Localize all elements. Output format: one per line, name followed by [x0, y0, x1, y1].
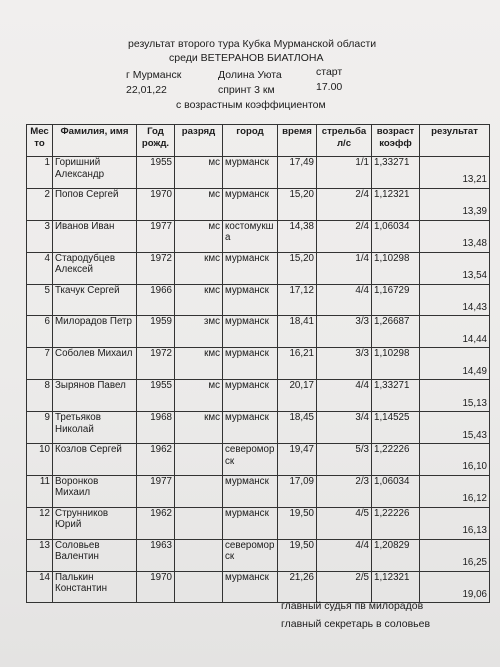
place-cell: 6	[27, 316, 53, 348]
result-cell: 15,43	[420, 412, 490, 444]
birth-year-cell: 1955	[137, 157, 175, 189]
table-row	[27, 348, 490, 380]
city-cell: мурманск	[223, 316, 278, 348]
city-cell: североморск	[223, 444, 278, 476]
result-cell: 13,48	[420, 220, 490, 252]
name-cell: Ткачук Сергей	[53, 284, 137, 316]
event-venue: Долина Уюта	[218, 69, 282, 81]
shooting-cell: 4/4	[317, 539, 372, 571]
col-header-name: Фамилия, имя	[53, 125, 137, 157]
age-coefficient-cell: 1,16729	[372, 284, 420, 316]
birth-year-cell: 1970	[137, 571, 175, 603]
result-cell: 14,44	[420, 316, 490, 348]
start-time: 17.00	[316, 81, 343, 93]
col-header-age-coef: возраст коэфф	[372, 125, 420, 157]
table-row	[27, 539, 490, 571]
city-cell: мурманск	[223, 284, 278, 316]
birth-year-cell: 1966	[137, 284, 175, 316]
age-coefficient-cell: 1,22226	[372, 507, 420, 539]
time-cell: 19,47	[278, 444, 317, 476]
age-coefficient-cell: 1,26687	[372, 316, 420, 348]
place-cell: 4	[27, 252, 53, 284]
rank-cell: кмс	[175, 348, 223, 380]
result-cell: 16,10	[420, 444, 490, 476]
name-cell: Соболев Михаил	[53, 348, 137, 380]
place-cell: 10	[27, 444, 53, 476]
shooting-cell: 2/5	[317, 571, 372, 603]
rank-cell	[175, 507, 223, 539]
birth-year-cell: 1962	[137, 444, 175, 476]
place-cell: 9	[27, 412, 53, 444]
shooting-cell: 3/4	[317, 412, 372, 444]
event-date: 22,01,22	[126, 84, 167, 96]
birth-year-cell: 1977	[137, 220, 175, 252]
time-cell: 17,49	[278, 157, 317, 189]
rank-cell: кмс	[175, 284, 223, 316]
time-cell: 19,50	[278, 507, 317, 539]
col-header-year: Год рожд.	[137, 125, 175, 157]
shooting-cell: 4/4	[317, 284, 372, 316]
name-cell: Иванов Иван	[53, 220, 137, 252]
result-cell: 13,39	[420, 188, 490, 220]
shooting-cell: 2/3	[317, 475, 372, 507]
place-cell: 3	[27, 220, 53, 252]
age-coefficient-cell: 1,10298	[372, 252, 420, 284]
chief-secretary: главный секретарь в соловьев	[281, 618, 431, 630]
event-place: г Мурманск	[126, 69, 182, 81]
rank-cell	[175, 475, 223, 507]
result-cell: 14,49	[420, 348, 490, 380]
shooting-cell: 2/4	[317, 188, 372, 220]
shooting-cell: 3/3	[317, 316, 372, 348]
city-cell: мурманск	[223, 475, 278, 507]
time-cell: 14,38	[278, 220, 317, 252]
name-cell: Стародубцев Алексей	[53, 252, 137, 284]
place-cell: 5	[27, 284, 53, 316]
shooting-cell: 1/1	[317, 157, 372, 189]
col-header-city: город	[223, 125, 278, 157]
place-cell: 11	[27, 475, 53, 507]
place-cell: 8	[27, 380, 53, 412]
age-coefficient-cell: 1,20829	[372, 539, 420, 571]
col-header-rank: разряд	[175, 125, 223, 157]
city-cell: мурманск	[223, 380, 278, 412]
rank-cell	[175, 539, 223, 571]
name-cell: Попов Сергей	[53, 188, 137, 220]
shooting-cell: 5/3	[317, 444, 372, 476]
result-cell: 16,13	[420, 507, 490, 539]
city-cell: мурманск	[223, 188, 278, 220]
shooting-cell: 4/5	[317, 507, 372, 539]
birth-year-cell: 1972	[137, 348, 175, 380]
name-cell: Милорадов Петр	[53, 316, 137, 348]
result-cell: 14,43	[420, 284, 490, 316]
city-cell: мурманск	[223, 157, 278, 189]
city-cell: костомукша	[223, 220, 278, 252]
name-cell: Палькин Константин	[53, 571, 137, 603]
birth-year-cell: 1970	[137, 188, 175, 220]
col-header-time: время	[278, 125, 317, 157]
shooting-cell: 4/4	[317, 380, 372, 412]
name-cell: Воронков Михаил	[53, 475, 137, 507]
rank-cell: мс	[175, 220, 223, 252]
table-row	[27, 188, 490, 220]
age-coefficient-cell: 1,33271	[372, 380, 420, 412]
age-coefficient-cell: 1,12321	[372, 571, 420, 603]
result-cell: 16,12	[420, 475, 490, 507]
birth-year-cell: 1955	[137, 380, 175, 412]
table-row	[27, 380, 490, 412]
age-coefficient-cell: 1,10298	[372, 348, 420, 380]
birth-year-cell: 1959	[137, 316, 175, 348]
table-row	[27, 507, 490, 539]
city-cell: мурманск	[223, 571, 278, 603]
birth-year-cell: 1963	[137, 539, 175, 571]
name-cell: Зырянов Павел	[53, 380, 137, 412]
name-cell: Соловьев Валентин	[53, 539, 137, 571]
table-row	[27, 252, 490, 284]
age-coefficient-cell: 1,12321	[372, 188, 420, 220]
city-cell: мурманск	[223, 507, 278, 539]
place-cell: 12	[27, 507, 53, 539]
title-line-2: среди ВЕТЕРАНОВ БИАТЛОНА	[169, 52, 324, 64]
place-cell: 2	[27, 188, 53, 220]
rank-cell: мс	[175, 380, 223, 412]
time-cell: 17,09	[278, 475, 317, 507]
col-header-place: Мес то	[27, 125, 53, 157]
shooting-cell: 2/4	[317, 220, 372, 252]
place-cell: 14	[27, 571, 53, 603]
rank-cell: кмс	[175, 252, 223, 284]
place-cell: 1	[27, 157, 53, 189]
table-row	[27, 571, 490, 603]
result-cell: 16,25	[420, 539, 490, 571]
results-table	[26, 124, 490, 603]
birth-year-cell: 1977	[137, 475, 175, 507]
title-line-1: результат второго тура Кубка Мурманской области	[128, 38, 377, 50]
result-cell: 15,13	[420, 380, 490, 412]
city-cell: мурманск	[223, 412, 278, 444]
age-coefficient-cell: 1,06034	[372, 475, 420, 507]
place-cell: 7	[27, 348, 53, 380]
city-cell: мурманск	[223, 348, 278, 380]
col-header-result: результат	[420, 125, 490, 157]
time-cell: 20,17	[278, 380, 317, 412]
time-cell: 19,50	[278, 539, 317, 571]
table-row	[27, 475, 490, 507]
rank-cell: змс	[175, 316, 223, 348]
table-row	[27, 316, 490, 348]
rank-cell: мс	[175, 188, 223, 220]
time-cell: 16,21	[278, 348, 317, 380]
name-cell: Третьяков Николай	[53, 412, 137, 444]
time-cell: 21,26	[278, 571, 317, 603]
name-cell: Струнников Юрий	[53, 507, 137, 539]
age-coefficient-cell: 1,14525	[372, 412, 420, 444]
start-label: старт	[316, 66, 343, 78]
time-cell: 18,45	[278, 412, 317, 444]
rank-cell	[175, 571, 223, 603]
col-header-shooting: стрельба л/с	[317, 125, 372, 157]
name-cell: Козлов Сергей	[53, 444, 137, 476]
birth-year-cell: 1972	[137, 252, 175, 284]
race-type: спринт 3 км	[218, 84, 275, 96]
table-row	[27, 220, 490, 252]
age-coefficient-cell: 1,22226	[372, 444, 420, 476]
shooting-cell: 3/3	[317, 348, 372, 380]
time-cell: 15,20	[278, 252, 317, 284]
place-cell: 13	[27, 539, 53, 571]
shooting-cell: 1/4	[317, 252, 372, 284]
birth-year-cell: 1962	[137, 507, 175, 539]
age-coefficient-cell: 1,06034	[372, 220, 420, 252]
time-cell: 18,41	[278, 316, 317, 348]
result-cell: 13,21	[420, 157, 490, 189]
city-cell: североморск	[223, 539, 278, 571]
rank-cell: мс	[175, 157, 223, 189]
birth-year-cell: 1968	[137, 412, 175, 444]
table-header-row	[27, 125, 490, 157]
time-cell: 17,12	[278, 284, 317, 316]
table-row	[27, 412, 490, 444]
city-cell: мурманск	[223, 252, 278, 284]
rank-cell	[175, 444, 223, 476]
age-coefficient-cell: 1,33271	[372, 157, 420, 189]
table-row	[27, 284, 490, 316]
chief-judge: главный судья пв милорадов	[281, 600, 424, 612]
table-row	[27, 157, 490, 189]
name-cell: Горишний Александр	[53, 157, 137, 189]
result-cell: 13,54	[420, 252, 490, 284]
rank-cell: кмс	[175, 412, 223, 444]
time-cell: 15,20	[278, 188, 317, 220]
coefficient-note: с возрастным коэффициентом	[176, 99, 326, 111]
table-row	[27, 444, 490, 476]
result-cell: 19,06	[420, 571, 490, 603]
